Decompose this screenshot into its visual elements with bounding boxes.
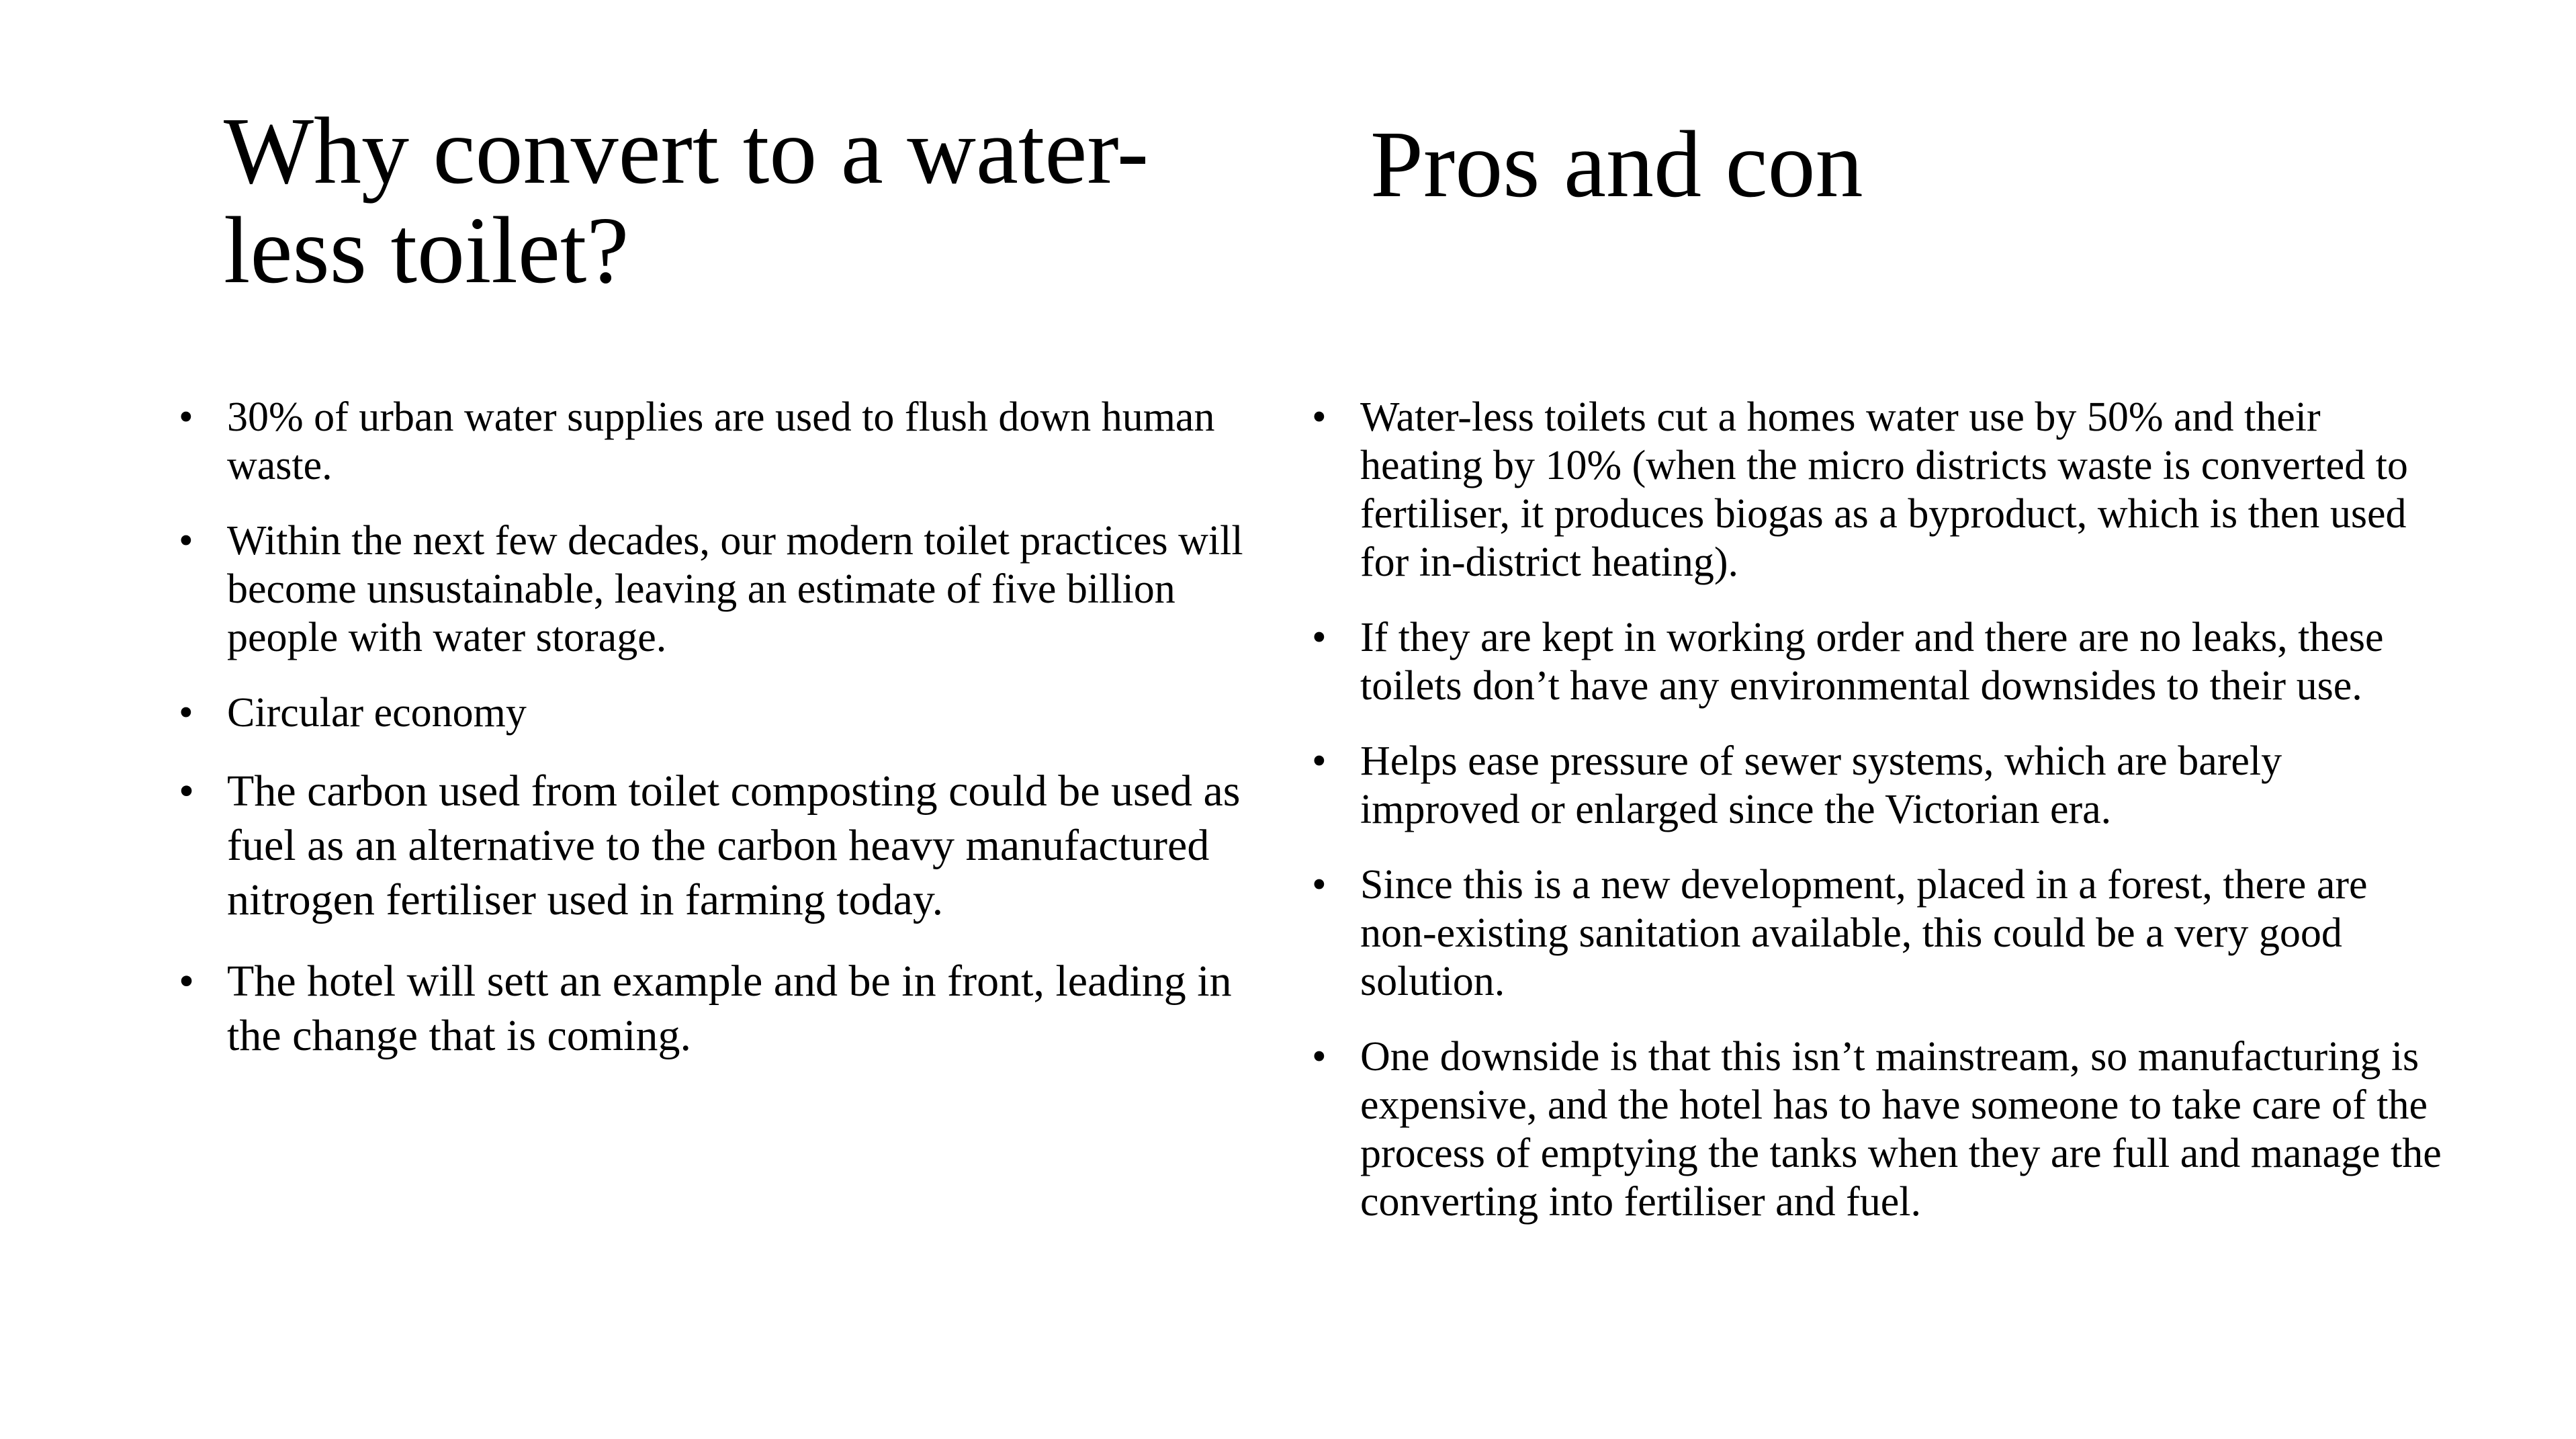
right-column-title: Pros and con [1370, 111, 1863, 217]
bullet-text: The carbon used from toilet composting could be used as fuel as an alternative to the carbon heavy manufactured nitrogen fertiliser used in farming today. [227, 767, 1241, 924]
bullet-text: One downside is that this isn’t mainstream, so manufacturing is expensive, and the hotel has to have someone to take care of the process of emptying the tanks when they are full and manage the converting into fertiliser and fuel. [1360, 1034, 2442, 1225]
bullet-text: 30% of urban water supplies are used to flush down human waste. [227, 394, 1215, 488]
list-item [173, 517, 1282, 662]
list-item [1306, 1033, 2448, 1226]
left-bullet-list [173, 393, 1282, 1090]
bullet-text: If they are kept in working order and there are no leaks, these toilets don’t have any environmental downsides to their use. [1360, 615, 2384, 709]
bullet-text: Water-less toilets cut a homes water use by 50% and their heating by 10% (when the micro districts waste is converted to fertiliser, it produces biogas as a byproduct, which is then used for in-district heating). [1360, 394, 2408, 585]
list-item [173, 954, 1282, 1063]
bullet-text: Since this is a new development, placed in a forest, there are non-existing sanitation available, this could be a very good solution. [1360, 862, 2368, 1004]
right-bullet-list [1306, 393, 2448, 1253]
list-item [173, 689, 1282, 737]
list-item [1306, 393, 2448, 586]
list-item [173, 764, 1282, 927]
list-item [173, 393, 1282, 490]
left-column-title: Why convert to a water-less toilet? [224, 97, 1149, 303]
list-item [1306, 737, 2448, 834]
bullet-text: Circular economy [227, 690, 527, 736]
bullet-text: Within the next few decades, our modern toilet practices will become unsustainable, leaving an estimate of five billion people with water storage. [227, 518, 1243, 660]
list-item [1306, 861, 2448, 1006]
bullet-text: Helps ease pressure of sewer systems, which are barely improved or enlarged since the Victorian era. [1360, 738, 2282, 832]
list-item [1306, 613, 2448, 710]
bullet-text: The hotel will sett an example and be in front, leading in the change that is coming. [227, 957, 1232, 1060]
